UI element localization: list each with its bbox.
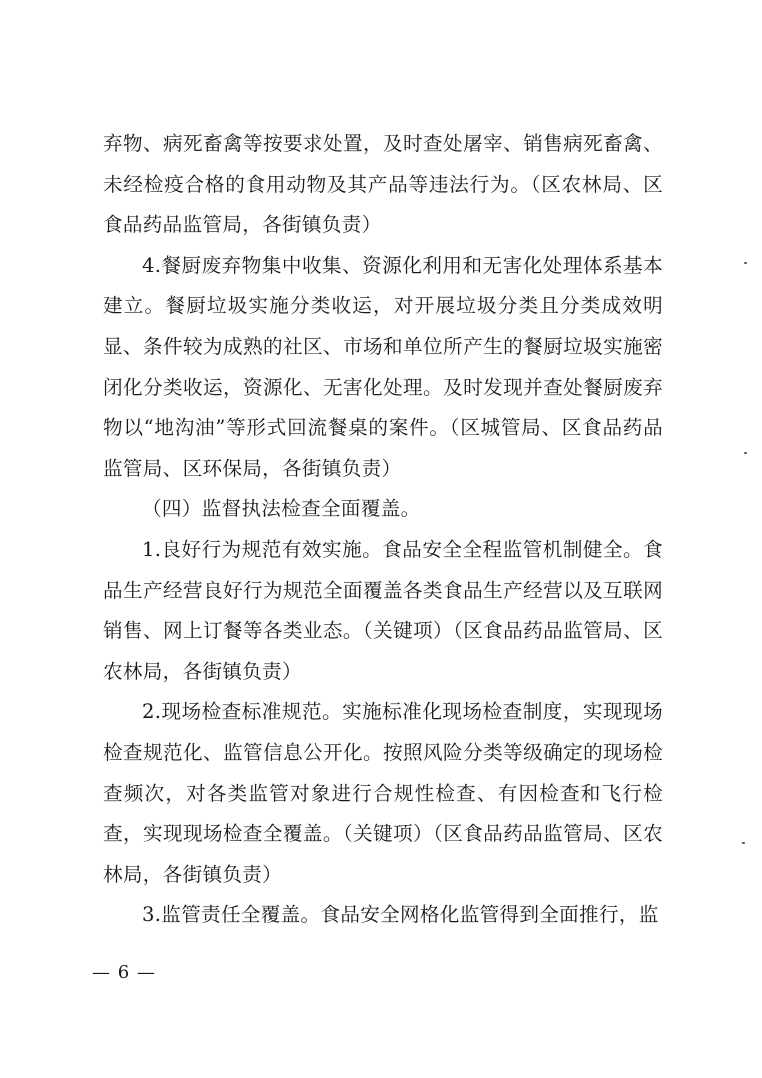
document-body — [103, 124, 663, 936]
paragraph-1: 弃物、病死畜禽等按要求处置，及时查处屠宰、销售病死畜禽、未经检疫合格的食用动物及其产品等违法行为。（区农林局、区食品药品监管局，各街镇负责） — [103, 132, 663, 237]
paragraph-4: 2.现场检查标准规范。实施标准化现场检查制度，实现现场检查规范化、监管信息公开化。按照风险分类等级确定的现场检查频次，对各类监管对象进行合规性检查、有因检查和飞行检查，实现现场检查全覆盖。（关键项）（区食品药品监管局、区农林局，各街镇负责） — [103, 700, 663, 886]
scan-speck — [744, 262, 747, 264]
scan-speck — [742, 842, 745, 844]
page-number: — 6 — — [92, 962, 156, 983]
section-heading: （四）监督执法检查全面覆盖。 — [142, 497, 421, 521]
paragraph-3: 1.良好行为规范有效实施。食品安全全程监管机制健全。食品生产经营良好行为规范全面覆盖各类食品生产经营以及互联网销售、网上订餐等各类业态。（关键项）（区食品药品监管局、区农林局，各街镇负责） — [103, 537, 663, 683]
scan-speck — [744, 452, 747, 454]
paragraph-2: 4.餐厨废弃物集中收集、资源化利用和无害化处理体系基本建立。餐厨垃圾实施分类收运，对开展垃圾分类且分类成效明显、条件较为成熟的社区、市场和单位所产生的餐厨垃圾实施密闭化分类收运，资源化、无害化处理。及时发现并查处餐厨废弃物以“地沟油”等形式回流餐桌的案件。（区城管局、区食品药品监管局、区环保局，各街镇负责） — [103, 253, 663, 480]
paragraph-5: 3.监管责任全覆盖。食品安全网格化监管得到全面推行，监 — [142, 903, 659, 927]
